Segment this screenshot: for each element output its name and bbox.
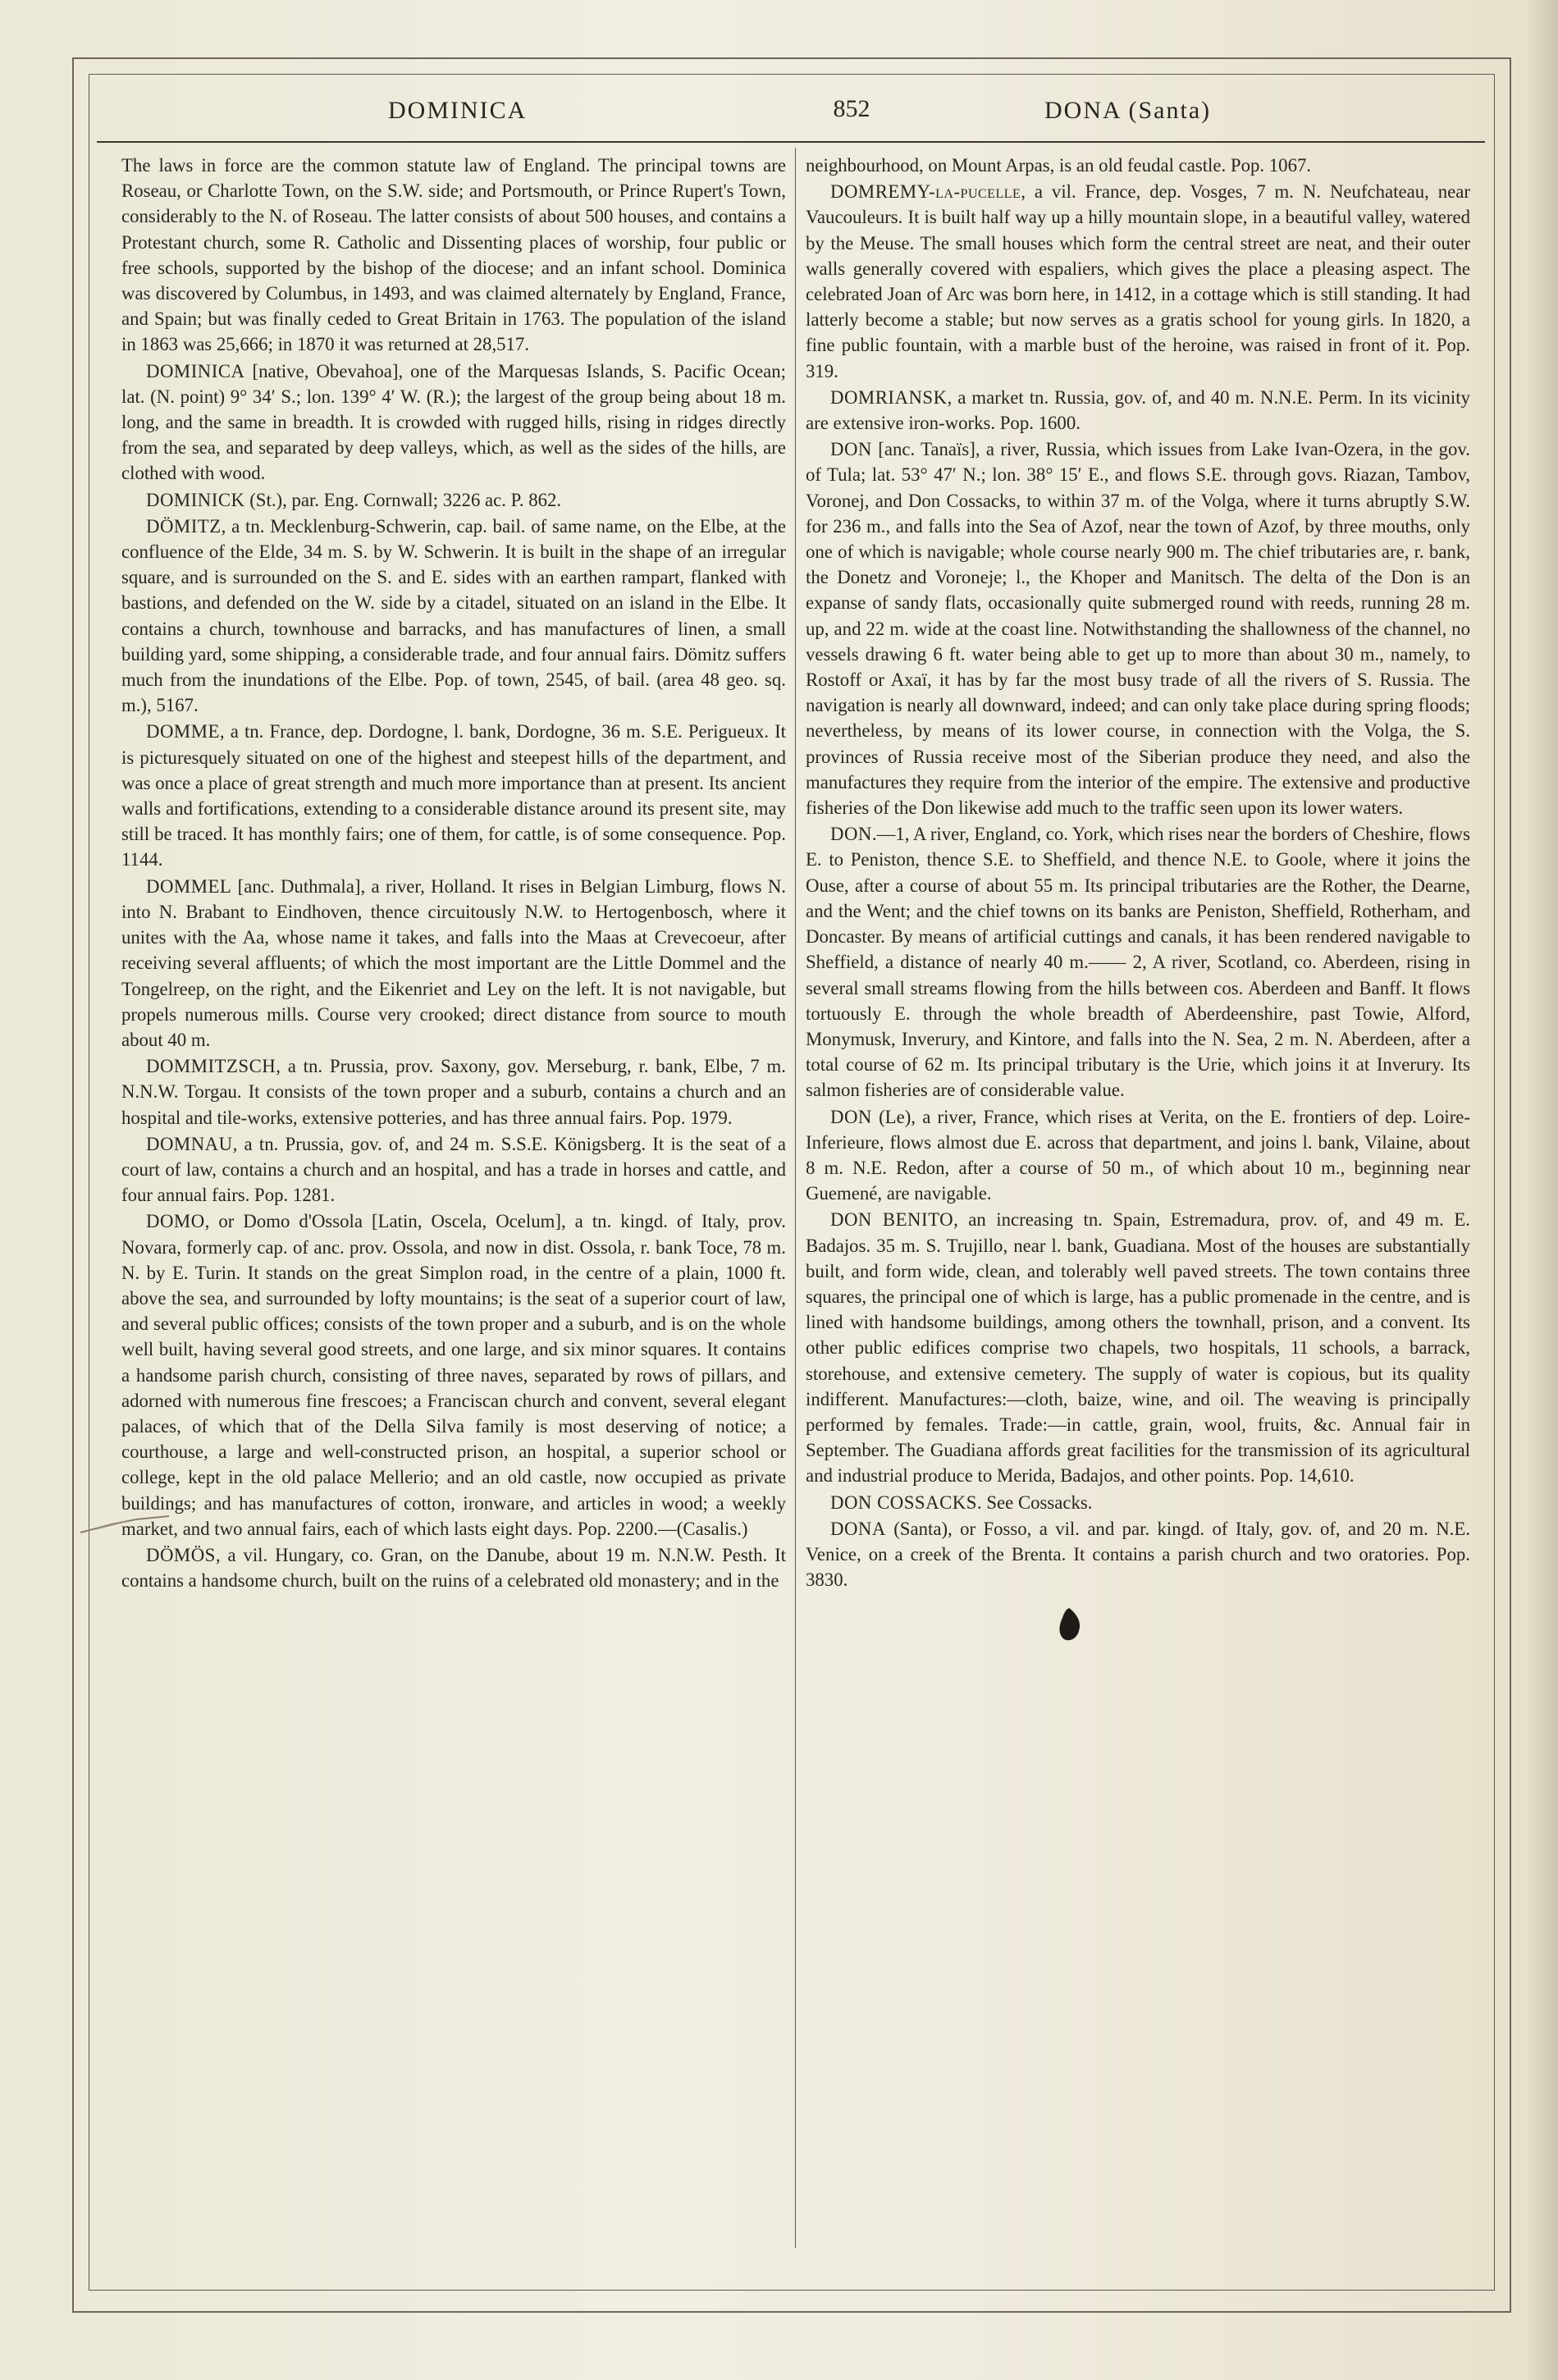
column-divider [795, 148, 796, 2248]
header-right-term: DONA (Santa) [1044, 97, 1212, 124]
entry-headword: DOMINICA [146, 360, 245, 381]
entry-paragraph: DOMO, or Domo d'Ossola [Latin, Oscela, Ocelum], a tn. kingd. of Italy, prov. Novara, formerly cap. of anc. prov. Ossola, and now in dist. Ossola, r. bank Toce, 78 m. N. by E. Turin. It stands on the great Simplon road, in the centre of a plain, 1000 ft. above the sea, and surrounded by lofty mountains; is the seat of a superior court of law, and several public offices; consists of the town proper and a suburb, and is on the whole well built, having several good streets, and one large, and six minor squares. It contains a handsome parish church, consisting of three naves, separated by rows of pillars, and adorned with numerous fine frescoes; a Franciscan church and convent, several elegant palaces, of which that of the Della Silva family is most deserving of notice; a courthouse, a large and well-constructed prison, an hospital, a superior school or college, kept in the old palace Mellerio; and an old castle, now occupied as private buildings; and has manufactures of cotton, ironware, and articles in wood; a weekly market, and two annual fairs, each of which lasts eight days. Pop. 2200.—(Casalis.) [121, 1211, 786, 1539]
entry-headword: DOMO [146, 1211, 205, 1232]
entry-paragraph: DON.—1, A river, England, co. York, which rises near the borders of Cheshire, flows E. to Peniston, thence S.E. to Sheffield, and thence N.E. to Goole, where it joins the Ouse, after a course of about 55 m. Its principal tributaries are the Rother, the Dearne, and the Went; and the chief towns on its banks are Peniston, Sheffield, Rotherham, and Doncaster. By means of artificial cuttings and canals, it has been rendered navigable to Sheffield, a distance of nearly 40 m.—— 2, A river, Scotland, co. Aberdeen, rising in several small streams flowing from the hills between cos. Aberdeen and Banff. It flows tortuously E. through the whole breadth of Aberdeenshire, past Towie, Alford, Monymusk, Inverury, and Kintore, and falls into the N. Sea, 2 m. N. Aberdeen, after a total course of 62 m. Its principal tributary is the Urie, which joins it at Inverury. Its salmon fisheries are of considerable value. [806, 824, 1470, 1101]
entry-paragraph: neighbourhood, on Mount Arpas, is an old feudal castle. Pop. 1067. [806, 155, 1312, 176]
entry-paragraph: DOMINICA [native, Obevahoa], one of the Marquesas Islands, S. Pacific Ocean; lat. (N. point) 9° 34′ S.; lon. 139° 4′ W. (R.); the largest of the group being about 18 m. long, and the same in breadth. It is crowded with rugged hills, rising in ridges directly from the sea, and separated by deep valleys, which, as well as the sides of the hills, are clothed with wood. [121, 360, 786, 484]
header-left-term: DOMINICA [388, 97, 528, 124]
entry-headword: DON [830, 439, 872, 460]
pencil-mark [79, 1513, 177, 1537]
entry-headword: DÖMITZ [146, 515, 222, 537]
entry-paragraph: DOMRIANSK, a market tn. Russia, gov. of, and 40 m. N.N.E. Perm. In its vicinity are extensive iron-works. Pop. 1600. [806, 386, 1470, 434]
entry-paragraph: DON (Le), a river, France, which rises at Verita, on the E. frontiers of dep. Loire-Inferieure, flows almost due E. across that department, and joins l. bank, Vilaine, about 8 m. N.E. Redon, after a course of 50 m., of which about 10 m., beginning near Guemené, are navigable. [806, 1106, 1470, 1204]
page-edge-shadow [1525, 0, 1558, 2380]
entry-paragraph: DOMMEL [anc. Duthmala], a river, Holland. It rises in Belgian Limburg, flows N. into N. Brabant to Eindhoven, thence circuitously N.W. to Hertogenbosch, where it unites with the Aa, whose name it takes, and falls into the Maas at Crevecoeur, after receiving several affluents; of which the most important are the Little Dommel and the Tongelreep, on the right, and the Eikenriet and Ley on the left. It is not navigable, but propels numerous mills. Course very crooked; direct distance from source to mouth about 40 m. [121, 875, 786, 1050]
entry-paragraph: DOMINICK (St.), par. Eng. Cornwall; 3226 ac. P. 862. [146, 489, 562, 510]
entry-headword: DON [830, 1106, 872, 1127]
entry-paragraph: DON [anc. Tanaïs], a river, Russia, which issues from Lake Ivan-Ozera, in the gov. of Tula; lat. 53° 47′ N.; lon. 38° 15′ E., and flows S.E. through govs. Riazan, Tambov, Voronej, and Don Cossacks, to within 37 m. of the Volga, where it turns abruptly S.W. for 236 m., and falls into the Sea of Azof, near the town of Azof, by three mouths, only one of which is navigable; whole course nearly 900 m. The chief tributaries are, r. bank, the Donetz and Voroneje; l., the Khoper and Manitsch. The delta of the Don is an expanse of sandy flats, occasionally quite submerged round with reeds, running 28 m. up, and 22 m. wide at the coast line. Notwithstanding the shallowness of the channel, no vessels drawing 6 ft. water being able to get up to more than about 30 m., namely, to Rostoff or Axaï, it has by far the most busy trade of all the rivers of S. Russia. The navigation is nearly all downward, indeed; and can only take place during spring floods; nevertheless, by means of its lower course, in connection with the Volga, the S. provinces of Russia receive most of the Siberian produce they need, and also the manufactures they require from the interior of the empire. The extensive and productive fisheries of the Don likewise add much to the traffic seen upon its lower waters. [806, 439, 1470, 819]
right-column [806, 153, 1470, 2253]
entry-headword: DOMMEL [146, 875, 232, 897]
entry-headword: DOMINICK [146, 489, 245, 510]
entry-headword: DONA [830, 1518, 886, 1539]
entry-headword: DOMME [146, 721, 220, 742]
entry-paragraph: DONA (Santa), or Fosso, a vil. and par. kingd. of Italy, gov. of, and 20 m. N.E. Venice, on a creek of the Brenta. It contains a parish church and two oratories. Pop. 3830. [806, 1518, 1470, 1591]
running-header [97, 90, 1485, 136]
entry-paragraph: The laws in force are the common statute law of England. The principal towns are Roseau, or Charlotte Town, on the S.W. side; and Portsmouth, or Prince Rupert's Town, considerably to the N. of Roseau. The latter consists of about 500 houses, and contains a Protestant church, some R. Catholic and Dissenting places of worship, four public or free schools, supported by the bishop of the diocese; and an infant school. Dominica was discovered by Columbus, in 1493, and was claimed alternately by England, France, and Spain; but was finally ceded to Great Britain in 1763. The population of the island in 1863 was 25,666; in 1870 it was returned at 28,517. [121, 155, 786, 355]
page-number: 852 [833, 95, 870, 122]
entry-paragraph: DOMREMY-la-pucelle, a vil. France, dep. Vosges, 7 m. N. Neufchateau, near Vaucouleurs. It is built half way up a hilly mountain slope, in a beautiful valley, watered by the Meuse. The small houses which form the central street are neat, and their outer walls generally covered with espaliers, which gives the place a pleasing aspect. The celebrated Joan of Arc was born here, in 1412, in a cottage which is still standing. It had latterly become a stable; but now serves as a gratis school for young girls. In 1820, a fine public fountain, with a marble bust of the heroine, was raised in front of it. Pop. 319. [806, 181, 1470, 381]
entry-headword: DOMRIANSK [830, 386, 948, 408]
entry-paragraph: DOMME, a tn. France, dep. Dordogne, l. bank, Dordogne, 36 m. S.E. Perigueux. It is picturesquely situated on one of the highest and steepest hills of the department, and was once a place of great strength and much more importance than at present. Its ancient walls and fortifications, extending to a considerable distance around its present site, may still be traced. It has monthly fairs; one of them, for cattle, is of some consequence. Pop. 1144. [121, 721, 786, 870]
entry-paragraph: DÖMÖS, a vil. Hungary, co. Gran, on the Danube, about 19 m. N.N.W. Pesth. It contains a handsome church, built on the ruins of a celebrated old monastery; and in the [121, 1544, 786, 1592]
entry-headword: DON COSSACKS [830, 1491, 977, 1513]
entry-paragraph: DON COSSACKS. See Cossacks. [830, 1491, 1093, 1513]
entry-headword: DOMREMY-la-pucelle [830, 181, 1021, 203]
ink-blot [1054, 1606, 1085, 1644]
header-rule [97, 141, 1485, 143]
entry-headword: DON [830, 824, 872, 845]
left-column [121, 153, 786, 2253]
entry-headword: DÖMÖS [146, 1544, 216, 1565]
entry-paragraph: DON BENITO, an increasing tn. Spain, Estremadura, prov. of, and 49 m. E. Badajos. 35 m. S. Trujillo, near l. bank, Guadiana. Most of the houses are substantially built, and form wide, clean, and tolerably well paved streets. The town contains three squares, the principal one of which is large, has a public promenade in the centre, and is lined with handsome buildings, among others the townhall, prison, and a convent. Its other public edifices comprise two chapels, two hospitals, 11 schools, a barrack, storehouse, and extensive cemetery. The supply of water is copious, but its quality indifferent. Manufactures:—cloth, baize, wine, and oil. The weaving is principally performed by females. Trade:—in cattle, grain, wool, fruits, &c. Annual fair in September. The Guadiana affords great facilities for the transmission of its agricultural and industrial produce to Merida, Badajos, and other points. Pop. 14,610. [806, 1209, 1470, 1487]
entry-paragraph: DÖMITZ, a tn. Mecklenburg-Schwerin, cap. bail. of same name, on the Elbe, at the confluence of the Elde, 34 m. S. by W. Schwerin. It is built in the shape of an irregular square, and is surrounded on the S. and E. sides with an earthen rampart, flanked with bastions, and defended on the W. side by a citadel, situated on an island in the Elbe. It contains a church, townhouse and barracks, and has manufactures of linen, a small building yard, some shipping, a considerable trade, and four annual fairs. Dömitz suffers much from the inundations of the Elbe. Pop. of town, 2545, of bail. (area 48 geo. sq. m.), 5167. [121, 515, 786, 716]
entry-paragraph: DOMMITZSCH, a tn. Prussia, prov. Saxony, gov. Merseburg, r. bank, Elbe, 7 m. N.N.W. Torgau. It consists of the town proper and a suburb, contains a church and an hospital and tile-works, extensive potteries, and has three annual fairs. Pop. 1979. [121, 1056, 786, 1128]
entry-paragraph: DOMNAU, a tn. Prussia, gov. of, and 24 m. S.S.E. Königsberg. It is the seat of a court of law, contains a church and an hospital, and has a trade in horses and cattle, and four annual fairs. Pop. 1281. [121, 1133, 786, 1206]
entry-headword: DON BENITO [830, 1209, 954, 1231]
entry-headword: DOMMITZSCH [146, 1056, 276, 1077]
entry-headword: DOMNAU [146, 1133, 233, 1154]
